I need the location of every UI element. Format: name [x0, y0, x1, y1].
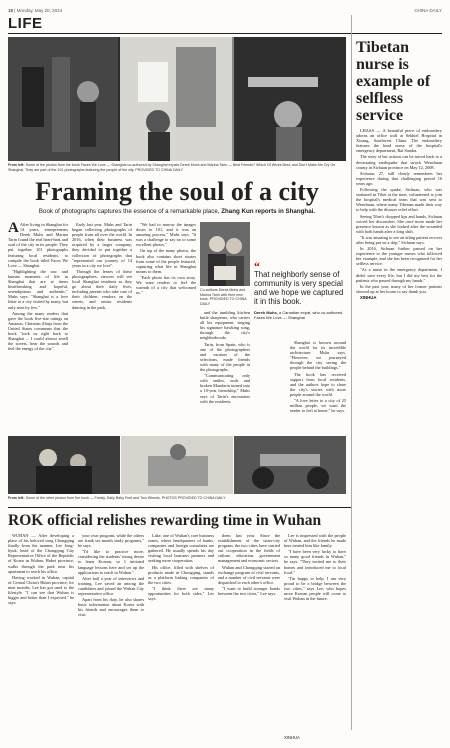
pull-quote — [254, 259, 346, 320]
main-col-4: and the tumbling kitchen knife sharpener, who carries all his equipment, singing his signature hawking song, through the city's neighborhoods. Tarin, from Spain, who is one of the photographers and curators of the selections, made friends with many of the people in the photographs. "Communicating only with smiles, nods and broken Mandarin turned into a 10-year friendship," Muhs says of Tarin's encounters with the residents. — [200, 310, 250, 404]
sidebar-story — [351, 15, 442, 730]
sidebar-headline: Tibetan nurse is example of selfless service — [356, 39, 431, 124]
rok-col-4: them last year. Since the establishment of the sister-city program, the two cities have carried out cooperation in the fields of culture, education, government management and economic sectors. Wuhan and Chongqing started an exchange program of civil servants, and a number of civil servants were dispatched to each other's office. "I want to build stronger bonds between the two cities," Lee says. — [218, 533, 280, 597]
main-headline: Framing the soul of a city — [35, 177, 319, 206]
quote-mark-icon: “ — [254, 259, 260, 273]
headshot-caption: Co-authors Derek Muhs and Marina Tarin with their new book. PROVIDED TO CHINA DAILY — [200, 288, 247, 306]
rok-headline: ROK official relishes rewarding time in Wuhan — [8, 512, 322, 529]
drop-cap: A — [8, 222, 19, 236]
pull-quote-text: That neighborly sense of community is very special and we hope we captured it in this book. — [254, 270, 344, 306]
author-headshot — [200, 222, 250, 286]
rok-col-3: Lake, one of Wuhan's core business zones, where headquarters of banks, companies and foreign consulates are gathered. He usually spends his day visiting local business partners and seeking more cooperation. His office, filled with shelves of products made in Chongqing, stands as a platform linking companies of the two cities. "I think there are many opportunities for both sides," Lee says. — [148, 533, 214, 602]
sidebar-body: LHASA — A beautiful piece of embroidery adorns an office wall at Sekhiel Hospital in Xizang, Southwest China. The embroidery features the head nurse of the hospital's emergency department, Bai Sandra. The story of her actions can be traced back to a devastating earthquake that struck Wenchuan county in Sichuan province on May 12, 2008. Sichuan, 27, still clearly remembers her experience during that challenging period 16 years ago. Following the quake, Sichuan, who was stationed in Tibet at the time, volunteered to join the hospital's medical team that was sent to Wenchuan, where many Tibetans made their way to help with the disaster relief effort. Seeing Tibet's chopped lips and hands, Sichuan voiced her discomfort. She once more made her presence known as she looked after the wounded with both hands after a long shift. "It was amazing to see an ailing patient recover after being put on a drip," Sichuan says. In 2016, Sichuan further passed on her experience to the younger nurses who followed her example, and she has been recognized for her selfless service. "As a nurse in the emergency department, I didn't save every life, but I did my best for the patients who passed through my hands." In the past year, many of her former patients showed up at her house to say thank you. XINHUA — [356, 128, 442, 300]
paper-name: CHINA DAILY — [414, 8, 442, 13]
story-divider — [8, 507, 351, 508]
main-col-5: Shanghai is known around the world for its incredible architecture, Muhs says. "However, we journeyed through the city seeing the people behind the buildings." The book has received support from local residents, and the authors hope to share the city's stories with more people around the world. "A love letter to a city of 25 million people, we want the reader to feel at home," he says. — [290, 340, 346, 414]
bottom-photo-caption: From left: Some of the other photos from the book — Family, Daily Baby Feet and Two Wheels. PHOTOS PROVIDED TO CHINA DAILY — [8, 496, 226, 500]
main-col-3: "We had to narrow the images down to 101, and it was an amazing process," Muhs says. "It was a challenge to say no to some excellent photos." On top of the many photos, the book also contains short stories from some of the people featured, capturing what life in Shanghai means to them. "Each photo has its own story. We want readers to feel the warmth of a city that welcomed us." — [136, 222, 196, 296]
bottom-photo-strip — [8, 436, 346, 494]
family-photos-illustration — [8, 436, 346, 494]
main-deck: Book of photographs captures the essence of a remarkable place, Zhang Kun reports in Shanghai. — [38, 208, 316, 215]
rok-byline: XINHUA — [284, 735, 300, 740]
top-photo-strip — [8, 37, 346, 161]
main-col-2: Early last year, Muhs and Tarin began collecting photographs of people from all over the world. In 2016, when their business was acquired by a larger company, they decided to put together a collection of photographs that "represented our journey of 14 years in a city we love". Through the lenses of these photographers, viewers will see local Shanghai residents as they go about their daily lives, including parents who take care of their children, vendors on the streets, and senior residents dancing in the park. — [72, 222, 132, 310]
rok-col-5: Lee is impressed with the people of Wuhan, and the friends he made here treated him like family. "I have been very lucky to have so many good friends in Wuhan," he says. "They invited me to their homes and introduced me to local food." "I'm happy to help. I am very proud to be a bridge between the two cities," says Lee, who hopes more Korean people will come to visit Wuhan in the future. — [284, 533, 346, 602]
rok-col-1: WUHAN — After developing a place of his beloved song Chongqing finally from the manner, Lee Jong-hyuk, head of the Chongqing City Representative Office of the Republic of Korea in Wuhan, Hubei province, walks through the park near his apartment to reach his office. Having worked in Wuhan, capital of Central China's Hubei province, for nine months, Lee has got used to the lifestyle. "I can see that Wuhan is bigger and better than I expected," he says. — [8, 533, 74, 606]
main-col-1: A After living in Shanghai for 14 years, entrepreneurs Derek Muhs and Marina Tarin found the real heart-beat and soul of the city in its people. They put together 101 photographs featuring local residents, to compile the book titled Faces We Love — Shanghai. "Highlighting the raw and human moments of life in Shanghai that are at times heartbreaking and hopeful, serendipitous and authentic," Muhs says. "Shanghai is a love letter to a city visited by many, but only seen by few." Among the many readers that gave the book five-star ratings on Amazon, Christian Ahuja from the United States comments that the book "took us right back to Shanghai ... I could almost smell the streets, hear the sounds and feel the energy of the city". — [8, 222, 68, 352]
rok-col-2: your own program, while the others are frank six-month study programs," he says. "I'd like to practice more, considering the students' strong desire to learn Korean, so I initiated language lessons here and set up the applications to teach in Wuhan." After half a year of interviews and training, Lee saved an among the candidates and joined the Wuhan City representative office. Apart from his duty, he also shares basic information about Korea with his friends and encourages them to visit. — [78, 533, 144, 618]
street-scene-illustration — [8, 37, 346, 161]
page-number-date: 18 | Monday, May 20, 2024 — [8, 8, 63, 13]
section-title: LIFE — [8, 15, 43, 32]
pull-quote-attribution: Derek Muhs, a Canadian expat, who co-authored Faces We Love — Shanghai — [254, 310, 343, 320]
top-photo-caption: From left: Some of the photos from the book Faces We Love — Shanghai co-authored by Shanghai expats Derek Muhs and Marina Tarin — Best Friends? Which Of Wives Best; and Don't Make Me Cry On Shanghai. They are part of the 101 photographs featuring the people of the city. PROVIDED TO CHINA DAILY — [8, 163, 336, 172]
